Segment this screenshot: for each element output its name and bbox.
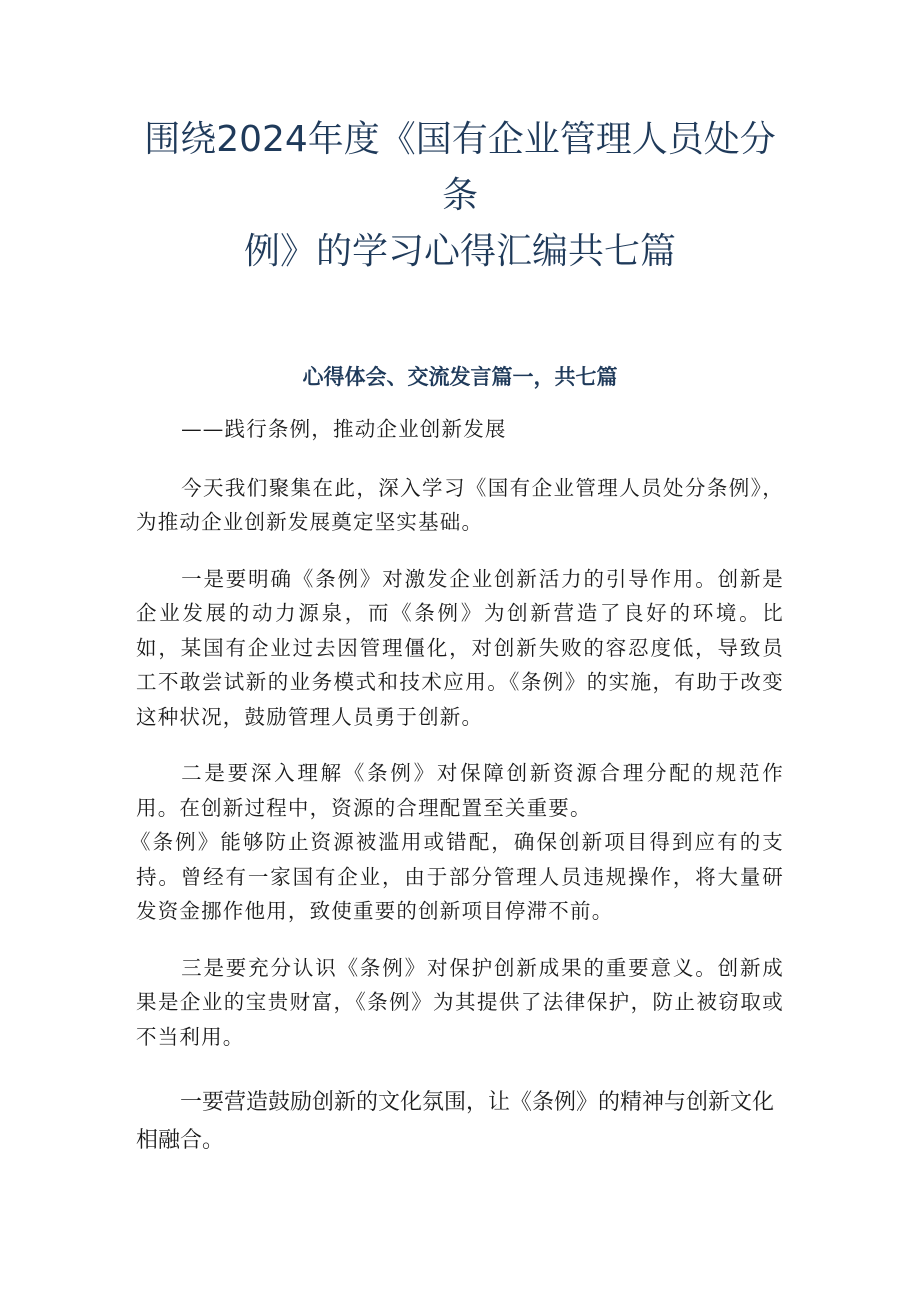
document-body xyxy=(130,412,784,1054)
paragraph-point-two xyxy=(130,756,784,929)
title-line-2: 例》的学习心得汇编共七篇 xyxy=(243,231,676,272)
paragraph-point-two-part1: 二是要深入理解《条例》对保障创新资源合理分配的规范作用。在创新过程中，资源的合理配置至关重要。 xyxy=(136,761,784,820)
paragraph-point-two-part2: 《条例》能够防止资源被滥用或错配，确保创新项目得到应有的支持。曾经有一家国有企业，由于部分管理人员违规操作，将大量研发资金挪作他用，致使重要的创新项目停滞不前。 xyxy=(130,830,784,923)
emphasis-paragraph: 一要营造鼓励创新的文化氛围，让《条例》的精神与创新文化相融合。 xyxy=(136,1090,775,1153)
subtitle: ——践行条例，推动企业创新发展 xyxy=(181,417,507,441)
paragraph-point-three: 三是要充分认识《条例》对保护创新成果的重要意义。创新成果是企业的宝贵财富，《条例》为其提供了法律保护，防止被窃取或不当利用。 xyxy=(136,955,784,1049)
section-heading: 心得体会、交流发言篇一，共七篇 xyxy=(302,364,618,389)
paragraph-intro: 今天我们聚集在此，深入学习《国有企业管理人员处分条例》，为推动企业创新发展奠定坚实基础。 xyxy=(136,475,784,534)
title-line-1: 围绕2024年度《国有企业管理人员处分条 xyxy=(144,119,776,216)
document-title xyxy=(136,112,784,280)
paragraph-point-one: 一是要明确《条例》对激发企业创新活力的引导作用。创新是企业发展的动力源泉，而《条例》为创新营造了良好的环境。比如，某国有企业过去因管理僵化，对创新失败的容忍度低，导致员工不敢尝试新的业务模式和技术应用。《条例》的实施，有助于改变这种状况，鼓励管理人员勇于创新。 xyxy=(136,566,784,729)
